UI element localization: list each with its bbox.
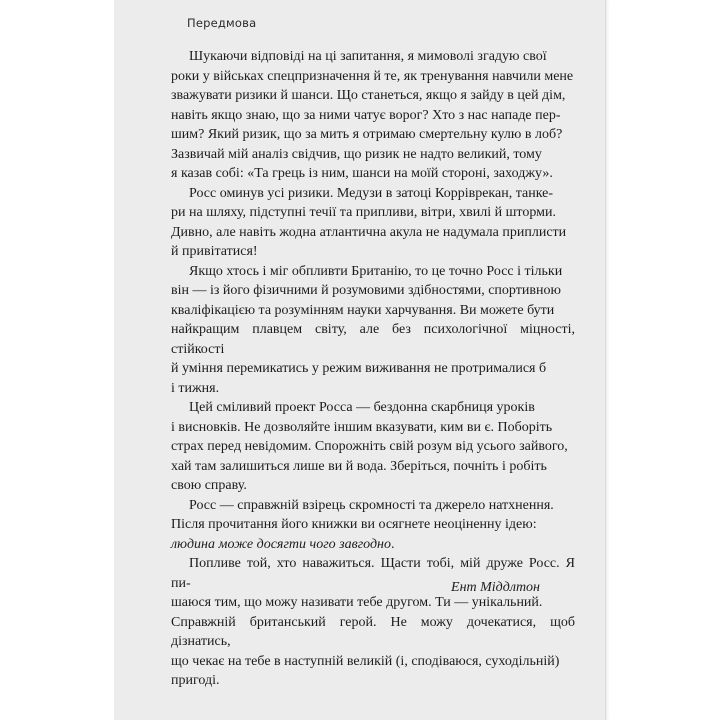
text-line: свою справу. [171, 478, 247, 493]
text-line: Шукаючи відповіді на ці запитання, я мимоволі згадую свої [189, 49, 547, 64]
book-page [114, 0, 606, 720]
text-line: Справжній британський герой. Не можу дочекатися, щоб дізнатись, [171, 614, 575, 649]
paragraph-5 [171, 496, 575, 555]
text-line: кваліфікацією та розумінням науки харчування. Ви можете бути [171, 302, 555, 318]
text-line: пригоді. [171, 673, 220, 688]
text-line: ри на шляху, підступні течії та припливи, вітри, хвилі й шторми. [171, 205, 556, 220]
text-line: хай там залишиться лише ви й вода. Зберіться, почніть і робіть [171, 458, 547, 474]
paragraph-4 [171, 398, 575, 496]
text-line: що чекає на тебе в наступній великій (і, сподіваюся, суходільній) [171, 653, 560, 669]
paragraph-2 [171, 184, 575, 262]
text-line: Після прочитання його книжки ви осягнете неоціненну ідею: [171, 517, 537, 532]
paragraph-6 [171, 554, 575, 691]
text-line: і висновків. Не дозволяйте іншим вказувати, ким ви є. Поборіть [171, 419, 553, 435]
paragraph-3 [171, 262, 575, 399]
text-line: Дивно, але навіть жодна атлантична акула не надумала приплисти [171, 224, 567, 240]
text-line: я казав собі: «Та грець із ним, шанси на моїй стороні, заходжу». [171, 166, 553, 181]
running-head: Передмова [187, 16, 257, 30]
text-line: Цей сміливий проект Росса — бездонна скарбниця уроків [189, 400, 535, 415]
text-line: зважувати ризики й шанси. Що станеться, якщо я зайду в цей дім, [171, 88, 566, 103]
text-line: і тижня. [171, 380, 220, 396]
text-line: шим? Який ризик, що за мить я отримаю смертельну кулю в лоб? [171, 127, 563, 142]
text-line: й привітатися! [171, 244, 258, 259]
text-line: Якщо хтось і міг обпливти Британію, то це точно Росс і тільки [189, 263, 563, 279]
text-line: Попливе той, хто наважиться. Щасти тобі, мій друже Росс. Я пи- [171, 556, 575, 591]
text-line: страх перед невідомим. Спорожніть свій розум від усього зайвого, [171, 439, 568, 454]
text-line: навіть якщо знаю, що за ними чатує ворог? Хто з нас нападе пер- [171, 107, 561, 123]
text-line: Росс — справжній взірець скромності та джерело натхнення. [189, 497, 554, 513]
paragraph-1 [171, 47, 575, 184]
text-line: найкращим плавцем світу, але без психологічної міцності, стійкості [171, 322, 575, 357]
author-signature: Ент Міддлтон [451, 580, 540, 595]
text-line: шаюся тим, що можу називати тебе другом. Ти — унікальний. [171, 595, 543, 610]
text-line: Росс оминув усі ризики. Медузи в затоці Корріврекан, танке- [189, 185, 554, 201]
italic-emphasis: людина може досягти чого завгодно [171, 536, 392, 552]
text-line: роки у військах спецпризначення й те, як тренування навчили мене [171, 68, 574, 84]
text-line: й уміння перемикатись у режим виживання не протрималися б [171, 361, 547, 376]
text-line: він — із його фізичними й розумовими здібностями, спортивною [171, 283, 561, 298]
text-line: Зазвичай мій аналіз свідчив, що ризик не надто великий, тому [171, 146, 542, 162]
page-edge [605, 0, 608, 720]
text-line: . [391, 536, 395, 552]
